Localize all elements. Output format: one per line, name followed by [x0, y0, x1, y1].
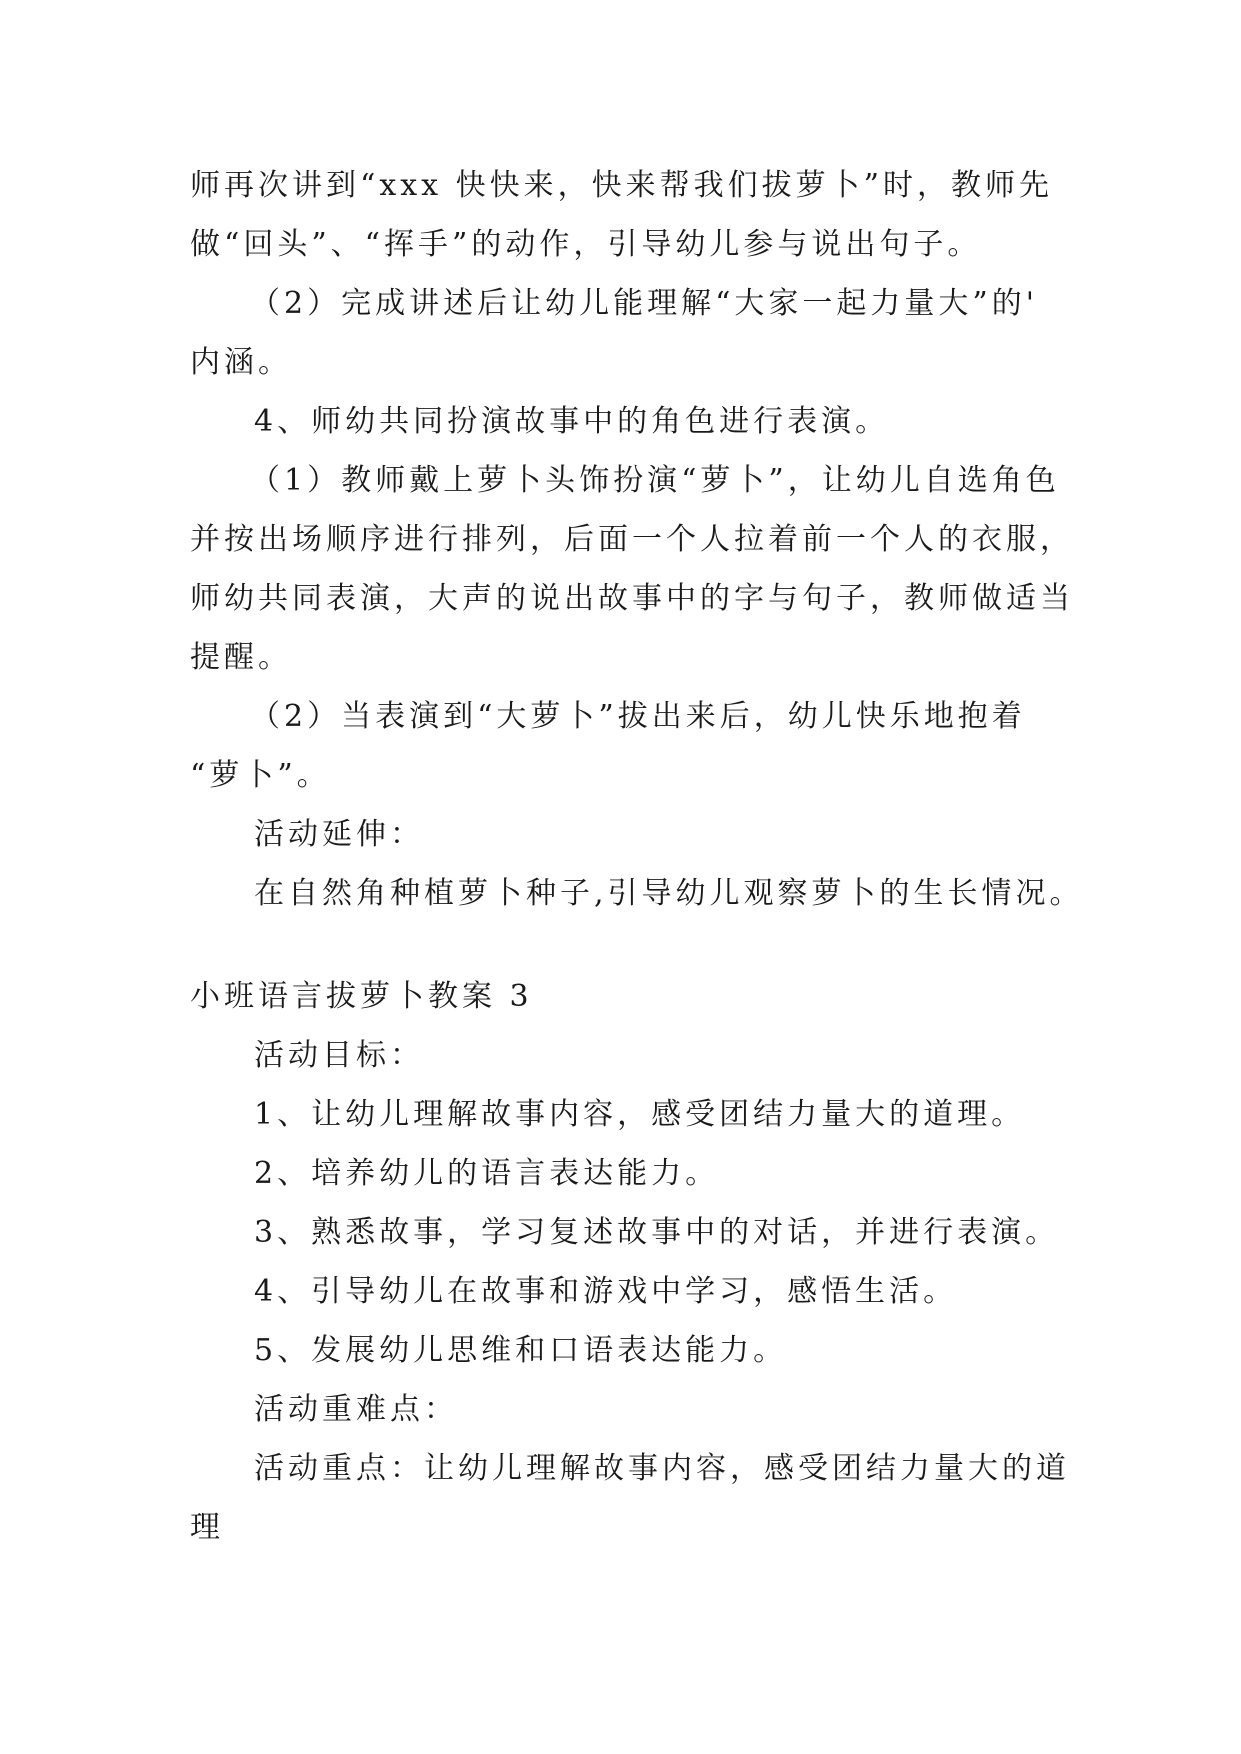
- text-line: 理: [190, 1510, 224, 1545]
- text-line: 1、让幼儿理解故事内容，感受团结力量大的道理。: [254, 1097, 1026, 1132]
- text-line: 在自然角种植萝卜种子,引导幼儿观察萝卜的生长情况。: [254, 876, 1084, 911]
- text-line: 内涵。: [190, 345, 292, 380]
- text-line: 活动重点：让幼儿理解故事内容，感受团结力量大的道: [254, 1451, 1070, 1486]
- text-line: 师再次讲到“xxx 快快来，快来帮我们拔萝卜”时，教师先: [190, 168, 1053, 203]
- text-line: 活动目标：: [254, 1038, 424, 1073]
- text-line: 活动重难点：: [254, 1392, 458, 1427]
- text-line: （2）当表演到“大萝卜”拔出来后，幼儿快乐地抱着: [250, 699, 1026, 734]
- text-line: 提醒。: [190, 640, 292, 675]
- section-gap: [190, 923, 1056, 967]
- text-line: 4、师幼共同扮演故事中的角色进行表演。: [254, 404, 890, 439]
- text-line: 4、引导幼儿在故事和游戏中学习，感悟生活。: [254, 1274, 958, 1309]
- text-line: 3、熟悉故事，学习复述故事中的对话，并进行表演。: [254, 1215, 1060, 1250]
- document-body: [190, 156, 1084, 1557]
- text-line: （2）完成讲述后让幼儿能理解“大家一起力量大”的': [250, 286, 1039, 321]
- text-line: “萝卜”。: [190, 758, 331, 793]
- text-line: 并按出场顺序进行排列，后面一个人拉着前一个人的衣服，: [190, 522, 1074, 557]
- text-line: 做“回头”、“挥手”的动作，引导幼儿参与说出句子。: [190, 227, 982, 262]
- text-line: 2、培养幼儿的语言表达能力。: [254, 1156, 720, 1191]
- section-title: 小班语言拔萝卜教案 3: [190, 979, 533, 1014]
- text-line: 师幼共同表演，大声的说出故事中的字与句子，教师做适当: [190, 581, 1074, 616]
- text-line: 活动延伸：: [254, 817, 424, 852]
- text-line: 5、发展幼儿思维和口语表达能力。: [254, 1333, 788, 1368]
- text-line: （1）教师戴上萝卜头饰扮演“萝卜”，让幼儿自选角色: [250, 463, 1060, 498]
